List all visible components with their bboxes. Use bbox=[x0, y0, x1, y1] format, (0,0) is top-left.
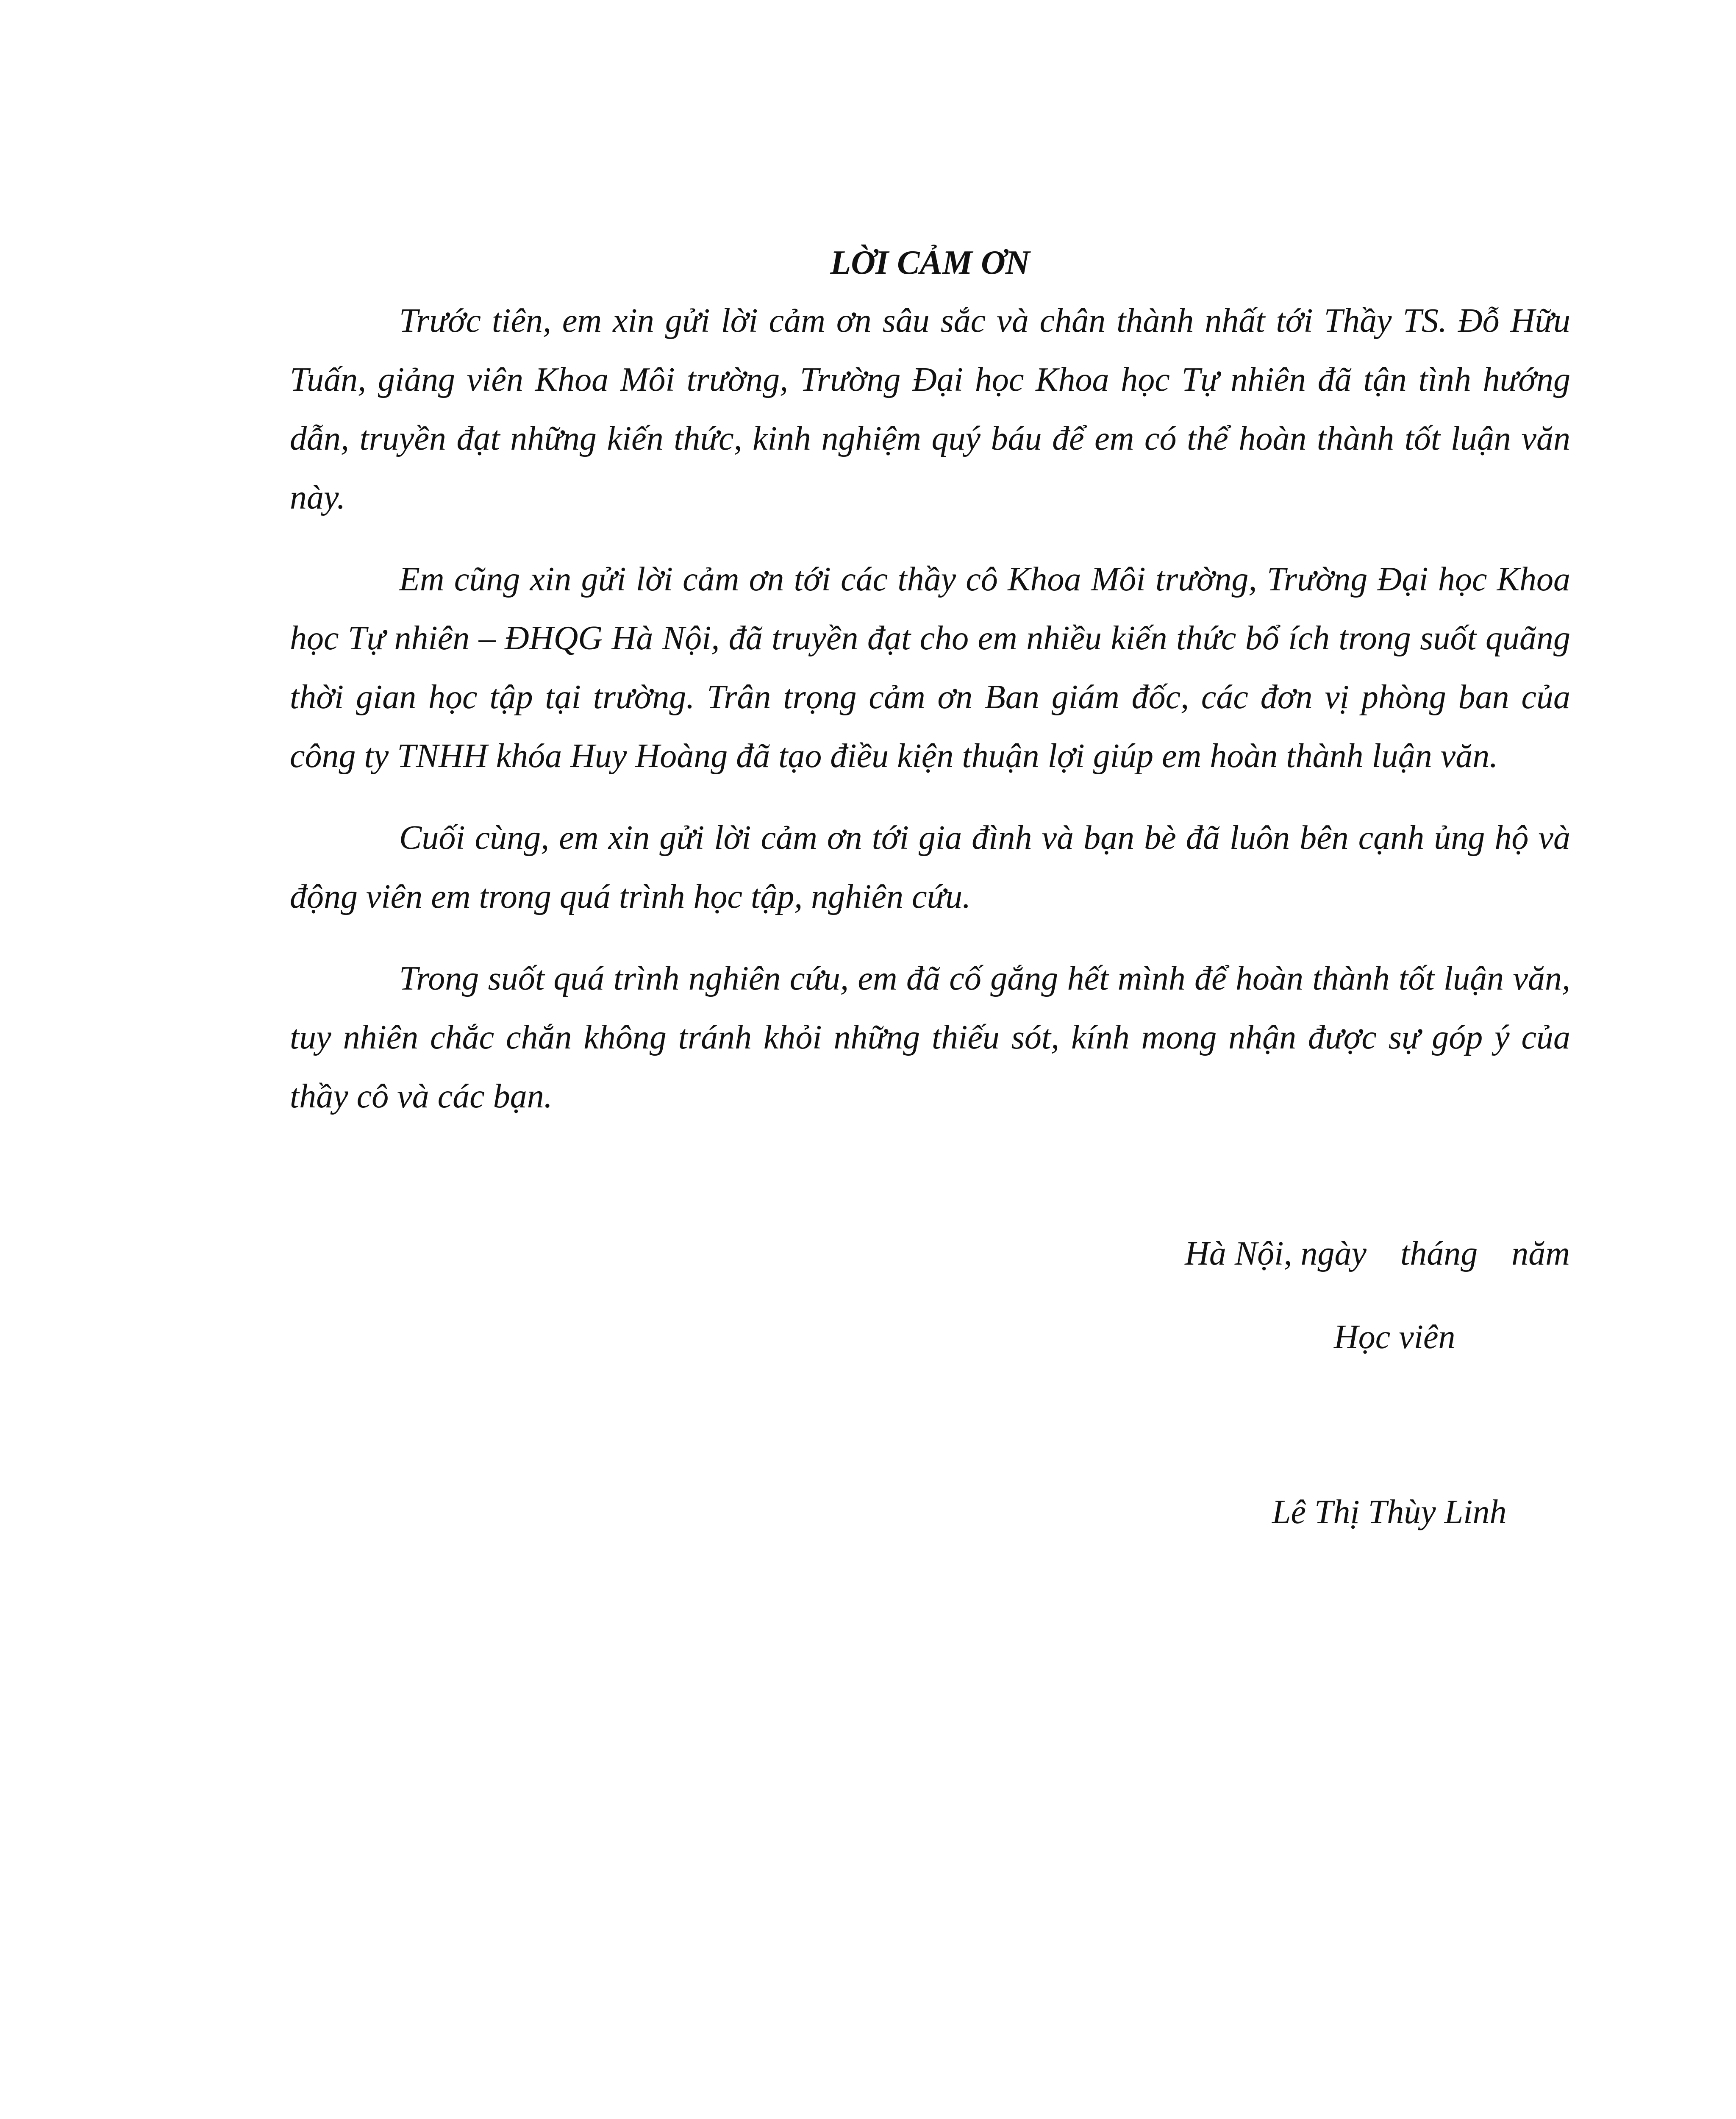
paragraph-2: Em cũng xin gửi lời cảm ơn tới các thầy cô Khoa Môi trường, Trường Đại học Khoa học Tự nhiên – ĐHQG Hà Nội, đã truyền đạt cho em nhiều kiến thức bổ ích trong suốt quãng thời gian học tập tại trường. Trân trọng cảm ơn Ban giám đốc, các đơn vị phòng ban của công ty TNHH khóa Huy Hoàng đã tạo điều kiện thuận lợi giúp em hoàn thành luận văn. bbox=[290, 561, 1570, 775]
signature-role: Học viên bbox=[1334, 1318, 1455, 1356]
signature-name: Lê Thị Thùy Linh bbox=[1272, 1493, 1507, 1531]
paragraph-1: Trước tiên, em xin gửi lời cảm ơn sâu sắc và chân thành nhất tới Thầy TS. Đỗ Hữu Tuấn, giảng viên Khoa Môi trường, Trường Đại học Khoa học Tự nhiên đã tận tình hướng dẫn, truyền đạt những kiến thức, kinh nghiệm quý báu để em có thể hoàn thành tốt luận văn này. bbox=[290, 302, 1570, 516]
paragraph-4: Trong suốt quá trình nghiên cứu, em đã cố gắng hết mình để hoàn thành tốt luận văn, tuy nhiên chắc chắn không tránh khỏi những thiếu sót, kính mong nhận được sự góp ý của thầy cô và các bạn. bbox=[290, 960, 1570, 1115]
paragraph-3: Cuối cùng, em xin gửi lời cảm ơn tới gia đình và bạn bè đã luôn bên cạnh ủng hộ và động viên em trong quá trình học tập, nghiên cứu. bbox=[290, 819, 1570, 915]
signature-place-date: Hà Nội, ngày tháng năm bbox=[1185, 1235, 1570, 1272]
document-body bbox=[290, 237, 1570, 1149]
page-title: LỜI CẢM ƠN bbox=[830, 244, 1030, 281]
